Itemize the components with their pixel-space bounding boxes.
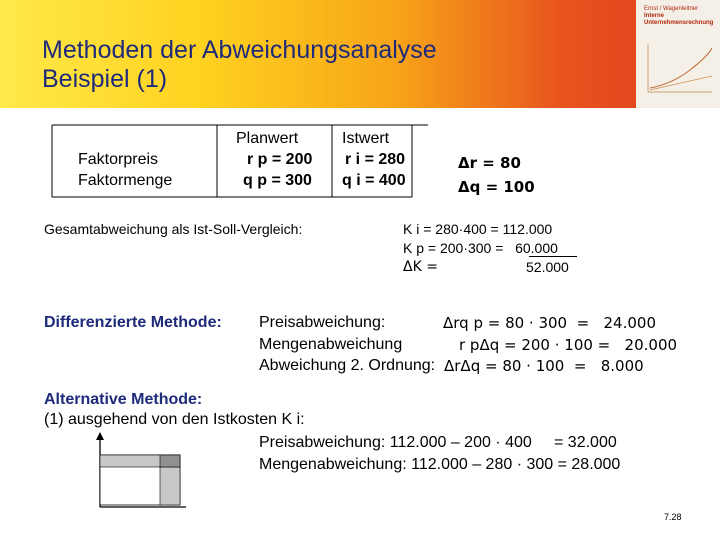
gesamt-label: Gesamtabweichung als Ist-Soll-Vergleich: — [44, 221, 303, 237]
ist-price: r i = 280 — [345, 151, 406, 168]
diff-row-2-formula: r pΔq = 200 · 100 = 20.000 — [459, 336, 678, 354]
alt-label: Alternative Methode: — [44, 391, 203, 408]
title-line-1: Methoden der Abweichungsanalyse — [42, 36, 437, 64]
gesamt-line-2: K p = 200·300 = 60.000 — [403, 240, 558, 256]
diff-row-1-label: Preisabweichung: — [259, 314, 386, 331]
gesamt-line-3-right: 52.000 — [526, 259, 569, 275]
cost-area-diagram — [80, 432, 190, 512]
ist-header: Istwert — [342, 130, 390, 147]
diff-row-3-label: Abweichung 2. Ordnung: — [259, 357, 436, 374]
diff-label: Differenzierte Methode: — [44, 314, 222, 331]
y-axis-arrow-icon — [96, 432, 104, 440]
book-cover-text: Ernst / Wagenleitner Interne Unternehmensrechnung — [644, 6, 714, 26]
row-label-faktorpreis: Faktorpreis — [78, 151, 159, 168]
delta-price: Δr = 80 — [458, 154, 521, 172]
gesamt-line-1: K i = 280·400 = 112.000 — [403, 221, 553, 237]
delta-quantity: Δq = 100 — [458, 178, 535, 196]
plan-header: Planwert — [236, 130, 299, 147]
plan-quantity: q p = 300 — [243, 172, 312, 189]
diff-row-3-formula: ΔrΔq = 80 · 100 = 8.000 — [444, 357, 644, 375]
diff-row-2-label: Mengenabweichung — [259, 336, 403, 353]
alt-line-2: Mengenabweichung: 112.000 – 280 · 300 = 28.000 — [259, 456, 621, 473]
sum-rule — [529, 256, 577, 257]
row-label-faktormenge: Faktormenge — [78, 172, 173, 189]
page-number: 7.28 — [664, 512, 682, 522]
ist-quantity: q i = 400 — [342, 172, 406, 189]
diff-row-1-formula: Δrq p = 80 · 300 = 24.000 — [443, 314, 656, 332]
title-line-2: Beispiel (1) — [42, 65, 168, 93]
gesamt-line-3-left: ΔK = — [403, 259, 438, 275]
alt-line-1: Preisabweichung: 112.000 – 200 · 400 = 32.000 — [259, 434, 617, 451]
alt-subtitle: (1) ausgehend von den Istkosten K i: — [44, 411, 305, 428]
plan-price: r p = 200 — [247, 151, 313, 168]
